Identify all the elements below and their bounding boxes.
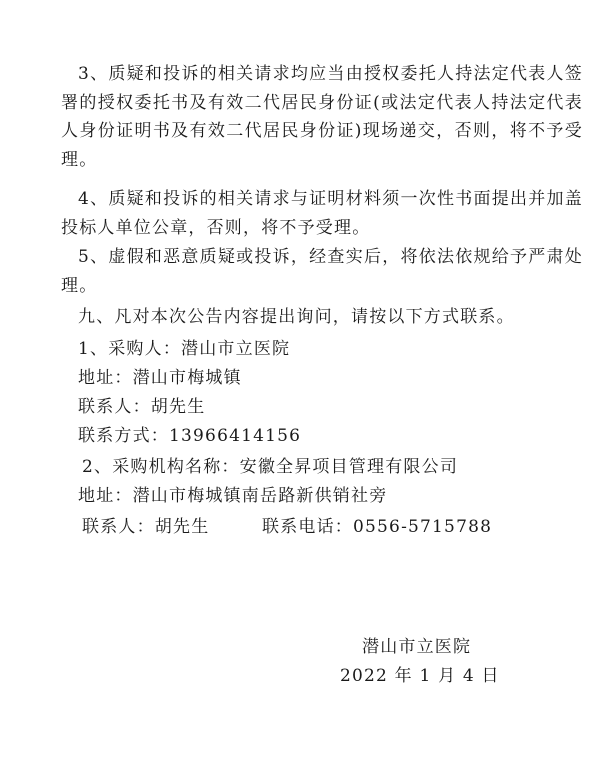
purchaser-phone: 联系方式：13966414156 [78,426,302,446]
signature-organization: 潜山市立医院 [362,637,472,657]
purchaser-address: 地址：潜山市梅城镇 [78,368,242,388]
purchaser-label: 1、采购人：潜山市立医院 [78,339,291,359]
agency-phone: 联系电话：0556-5715788 [262,517,493,537]
signature-date: 2022 年 1 月 4 日 [340,666,500,686]
paragraph-3: 3、质疑和投诉的相关请求均应当由授权委托人持法定代表人签署的授权委托书及有效二代居民身份证(或法定代表人持法定代表人身份证明书及有效二代居民身份证)现场递交，否则，将不予受理。 [61,64,583,170]
paragraph-4: 4、质疑和投诉的相关请求与证明材料须一次性书面提出并加盖投标人单位公章，否则，将不予受理。 [61,189,583,238]
section-nine-heading: 九、凡对本次公告内容提出询问，请按以下方式联系。 [78,307,515,327]
agency-label: 2、采购机构名称：安徽全昇项目管理有限公司 [82,457,459,477]
purchaser-contact: 联系人：胡先生 [78,397,206,417]
paragraph-5: 5、虚假和恶意质疑或投诉，经查实后，将依法依规给予严肃处理。 [61,247,583,296]
agency-contact: 联系人：胡先生 [82,517,210,537]
agency-address: 地址：潜山市梅城镇南岳路新供销社旁 [78,486,388,506]
